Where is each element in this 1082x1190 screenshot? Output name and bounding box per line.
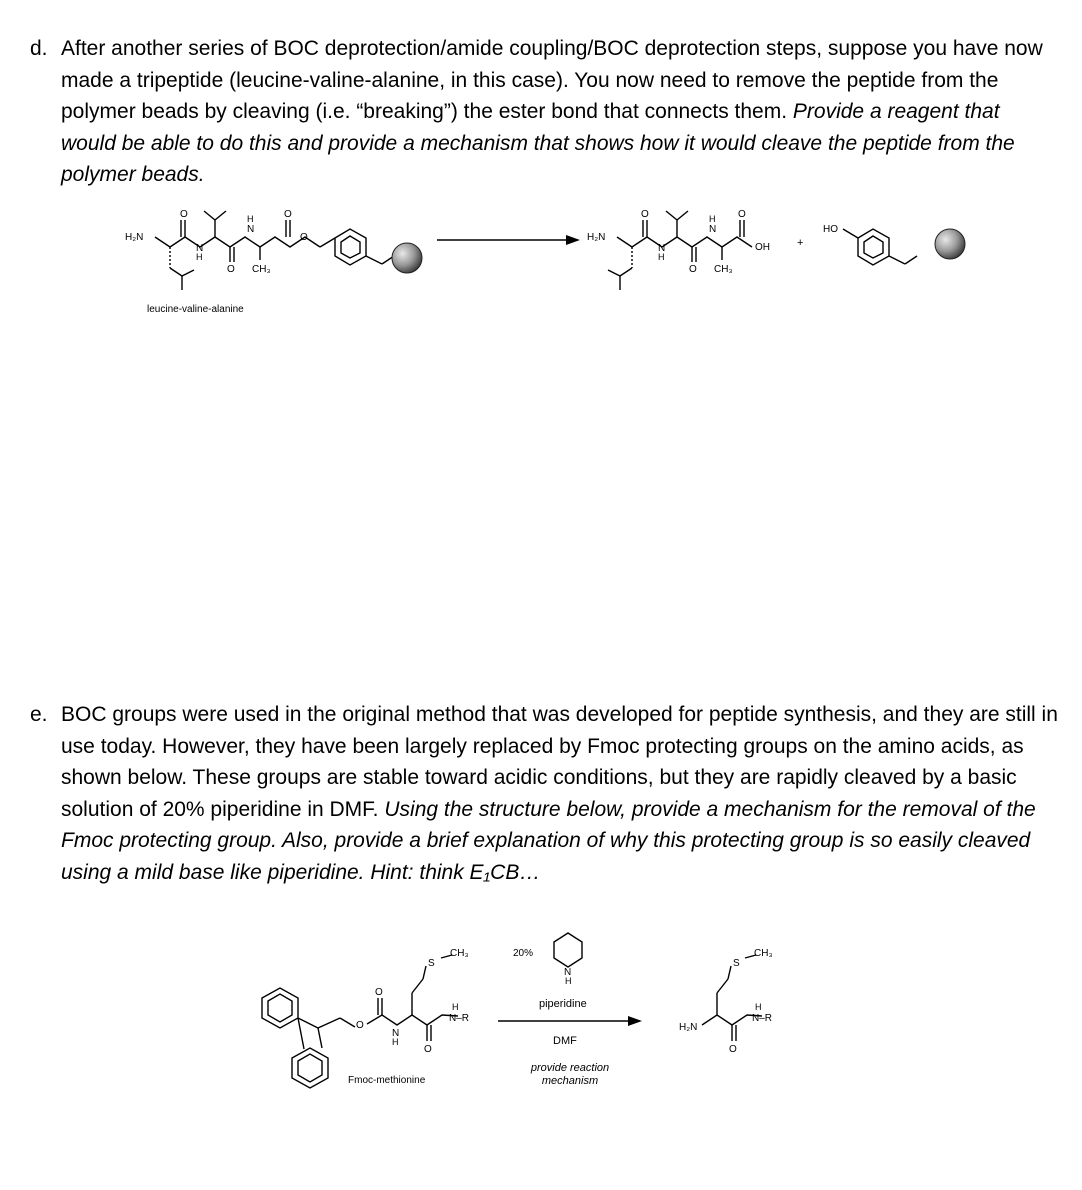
svg-text:H: H <box>755 1002 762 1012</box>
svg-text:O: O <box>738 209 746 220</box>
question-e-label: e. <box>30 703 48 726</box>
plus-sign: + <box>797 237 804 249</box>
svg-text:H: H <box>709 214 716 224</box>
piperidine-structure <box>513 933 582 986</box>
scheme-d-product-peptide <box>608 211 752 290</box>
question-e-instruction: Using the structure below, provide a mechanism for the removal of the Fmoc protecting group. Also, provide a brief explanation of why this protecting group is so easily cleaved using a mild base like piperidine. Hint: think E₁CB… <box>61 797 1036 884</box>
reactant-label-leucine-valine-alanine: leucine-valine-alanine <box>147 304 244 315</box>
polymer-bead-icon <box>392 243 422 273</box>
svg-text:H₂N: H₂N <box>587 232 606 243</box>
svg-text:H: H <box>565 976 572 986</box>
scheme-e-product <box>702 955 762 1041</box>
svg-text:CH₃: CH₃ <box>450 948 469 959</box>
polymer-bead-icon <box>935 229 965 259</box>
svg-text:N: N <box>247 224 255 235</box>
svg-text:S: S <box>733 958 740 969</box>
question-d-instruction: Provide a reagent that would be able to do this and provide a mechanism that shows how it would cleave the peptide from the polymer beads. <box>61 100 1015 186</box>
svg-text:O: O <box>227 264 235 275</box>
question-e-text: BOC groups were used in the original method that was developed for peptide synthesis, and they are still in use today. However, they have been largely replaced by Fmoc protecting groups on the amino acids, as shown below. These groups are stable toward acidic conditions, but they are rapidly cleaved by a basic solution of 20% piperidine in DMF. <box>61 703 1058 821</box>
svg-text:O: O <box>424 1044 432 1055</box>
svg-text:O: O <box>356 1020 364 1031</box>
svg-text:O: O <box>300 232 308 243</box>
scheme-d-product-resin <box>843 229 917 265</box>
svg-text:O: O <box>689 264 697 275</box>
question-d-text: After another series of BOC deprotection/amide coupling/BOC deprotection steps, suppose you have now made a tripeptide (leucine-valine-alanine, in this case). You now need to remove the peptide from the polymer beads by cleaving (i.e. “breaking”) the ester bond that connects them. <box>61 37 1043 123</box>
svg-text:H: H <box>392 1037 399 1047</box>
svg-text:H: H <box>196 252 203 262</box>
svg-text:N–R: N–R <box>449 1013 470 1024</box>
svg-text:CH₃: CH₃ <box>754 948 773 959</box>
svg-text:H: H <box>247 214 254 224</box>
scheme-d-arrow <box>437 235 580 245</box>
svg-text:N: N <box>564 967 572 978</box>
svg-text:OH: OH <box>755 242 770 253</box>
reactant-label-fmoc-methionine: Fmoc-methionine <box>348 1075 426 1086</box>
svg-text:H: H <box>452 1002 459 1012</box>
scheme-d-reactant-labels <box>125 209 308 315</box>
svg-text:O: O <box>284 209 292 220</box>
svg-text:CH₃: CH₃ <box>252 264 271 275</box>
svg-text:H₂N: H₂N <box>679 1022 698 1033</box>
scheme-e-product-labels <box>679 948 773 1055</box>
svg-text:N: N <box>392 1028 400 1039</box>
svg-text:N–R: N–R <box>752 1013 773 1024</box>
reagent-label: piperidine <box>539 998 587 1010</box>
instruction-note-line-1: provide reaction <box>530 1062 610 1074</box>
svg-text:CH₃: CH₃ <box>714 264 733 275</box>
svg-text:20%: 20% <box>513 948 534 959</box>
scheme-d-reactant <box>155 211 394 290</box>
svg-text:N: N <box>658 243 666 254</box>
instruction-note-line-2: mechanism <box>541 1075 599 1087</box>
question-d-label: d. <box>30 37 48 60</box>
svg-text:N: N <box>709 224 717 235</box>
svg-text:H: H <box>658 252 665 262</box>
svg-text:HO: HO <box>823 224 838 235</box>
svg-text:S: S <box>428 958 435 969</box>
svg-text:N: N <box>196 243 204 254</box>
svg-text:O: O <box>641 209 649 220</box>
svg-text:H₂N: H₂N <box>125 232 144 243</box>
svg-text:O: O <box>375 987 383 998</box>
scheme-e-arrow <box>498 1016 642 1026</box>
svg-text:O: O <box>729 1044 737 1055</box>
svg-text:O: O <box>180 209 188 220</box>
solvent-label: DMF <box>553 1035 577 1047</box>
